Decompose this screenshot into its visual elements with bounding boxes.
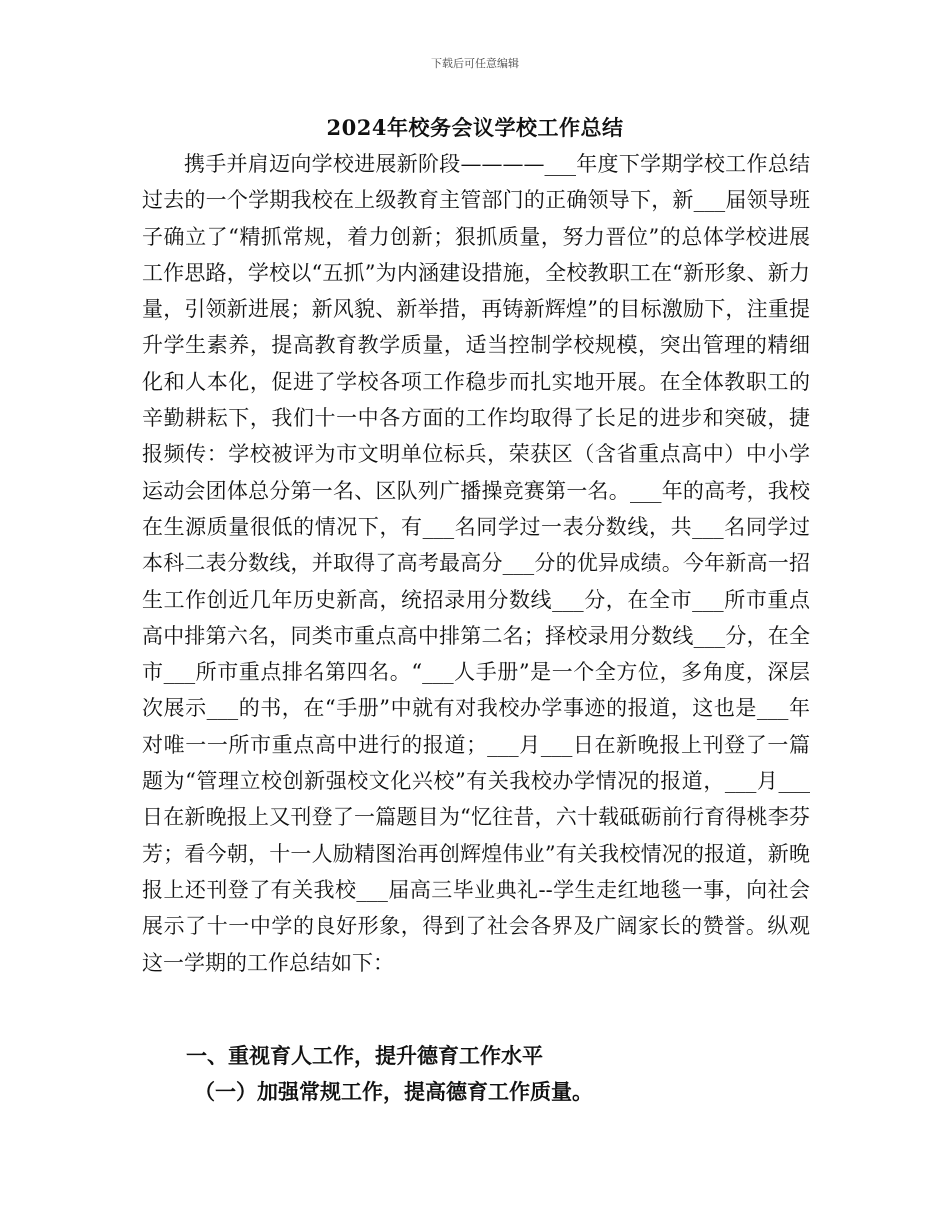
body-paragraph: 携手并肩迈向学校进展新阶段————___年度下学期学校工作总结过去的一个学期我校在上级教育主管部门的正确领导下，新___届领导班子确立了“精抓常规，着力创新；狠抓质量，努力晋位”的总体学校进展工作思路，学校以“五抓”为内涵建设措施，全校教职工在“新形象、新力量，引领新进展；新风貌、新举措，再铸新辉煌”的目标激励下，注重提升学生素养，提高教育教学质量，适当控制学校规模，突出管理的精细化和人本化，促进了学校各项工作稳步而扎实地开展。在全体教职工的辛勤耕耘下，我们十一中各方面的工作均取得了长足的进步和突破，捷报频传：学校被评为市文明单位标兵，荣获区（含省重点高中）中小学运动会团体总分第一名、区队列广播操竞赛第一名。___年的高考，我校在生源质量很低的情况下，有___名同学过一表分数线，共___名同学过本科二表分数线，并取得了高考最高分___分的优异成绩。今年新高一招生工作创近几年历史新高，统招录用分数线___分，在全市___所市重点高中排第六名，同类市重点高中排第二名；择校录用分数线___分，在全市___所市重点排名第四名。“___人手册”是一个全方位，多角度，深层次展示___的书，在“手册”中就有对我校办学事迹的报道，这也是___年对唯一一所市重点高中进行的报道；___月___日在新晚报上刊登了一篇题为“管理立校创新强校文化兴校”有关我校办学情况的报道，___月___日在新晚报上又刊登了一篇题目为“忆往昔，六十载砥砺前行育得桃李芬芳；看今朝，十一人励精图治再创辉煌伟业”有关我校情况的报道，新晚报上还刊登了有关我校___届高三毕业典礼--学生走红地毯一事，向社会展示了十一中学的良好形象，得到了社会各界及广阔家长的赞誉。纵观这一学期的工作总结如下： — [142, 152, 810, 975]
header-note: 下载后可任意编辑 — [431, 57, 519, 70]
document-body — [142, 146, 810, 981]
document-title: 2024年校务会议学校工作总结 — [326, 115, 624, 140]
section-heading-1: 一、重视育人工作，提升德育工作水平 — [186, 1043, 543, 1068]
subsection-heading-1: （一）加强常规工作，提高德育工作质量。 — [194, 1079, 593, 1104]
